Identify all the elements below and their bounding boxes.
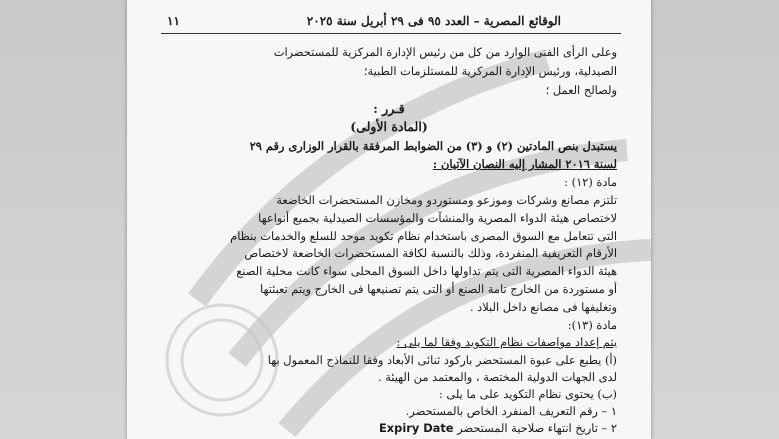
document-page[interactable] xyxy=(127,0,651,439)
gazette-header-title: الوقائع المصرية – العدد ٩٥ فى ٢٩ أبريل سنة ٢٠٢٥ xyxy=(306,14,561,28)
header-divider xyxy=(161,33,621,34)
text-line: لدى الجهات الدولية المختصة ، والمعتمد من الهيئة . xyxy=(377,370,617,384)
text-line: يستبدل بنص المادتين (٢) و (٣) من الضوابط المرفقة بالقرار الوزارى رقم ٢٩ xyxy=(249,139,617,153)
text-line: ولصالح العمل ؛ xyxy=(545,83,617,97)
text-line: (ب) يحتوى نظام التكويد على ما يلى : xyxy=(438,387,617,401)
text-line: الأرقام التعريفية المنفردة، وذلك بالنسبة لكافة المستحضرات الخاضعة لاختصاص xyxy=(244,246,617,260)
article-one-heading: (المادة الأولى) xyxy=(350,119,428,134)
text-line: هيئة الدواء المصرية التى يتم تداولها داخل السوق المحلى سواء كانت محلية الصنع xyxy=(236,264,617,278)
text-line xyxy=(161,421,617,435)
article-label: مادة (١٢) : xyxy=(564,175,617,189)
text-line: (أ) يطبع على عبوة المستحضر باركود ثنائى الأبعاد وفقا للنماذج المعمول بها xyxy=(267,353,617,367)
text-line: وتغليفها فى مصانع داخل البلاد . xyxy=(469,300,617,314)
text-line-arabic: ٢ – تاريخ انتهاء صلاحية المستحضر xyxy=(457,421,617,435)
text-line: لاختصاص هيئة الدواء المصرية والمنشآت والمؤسسات الصيدلية بجميع أنواعها xyxy=(258,211,617,225)
article-label: مادة (١٣): xyxy=(567,318,617,332)
document-content xyxy=(127,0,651,439)
text-line: ١ – رقم التعريف المنفرد الخاص بالمستحضر. xyxy=(405,404,617,418)
page-number: ١١ xyxy=(167,14,180,28)
text-line: التى تتعامل مع السوق المصرى باستخدام نظام تكويد موحد للسلع والخدمات بنظام xyxy=(230,229,617,243)
text-line: يتم إعداد مواصفات نظام التكويد وفقا لما يلى : xyxy=(396,335,617,349)
text-line: وعلى الرأى الفنى الوارد من كل من رئيس الإدارة المركزية للمستحضرات xyxy=(273,45,617,59)
text-line: الصيدلية، ورئيس الإدارة المركزية للمستلزمات الطبية؛ xyxy=(363,64,617,78)
decision-heading: قـرر : xyxy=(373,101,405,116)
text-line: لسنة ٢٠١٦ المشار إليه النصان الآتيان : xyxy=(432,157,617,171)
text-line: تلتزم مصانع وشركات وموزعو ومستوردو ومخازن المستحضرات الخاضعة xyxy=(276,193,617,207)
expiry-date-term: Expiry Date xyxy=(379,421,454,435)
text-line: أو مستوردة من الخارج تامة الصنع أو التى يتم تصنيعها فى الخارج ويتم تعبئتها xyxy=(259,282,617,296)
